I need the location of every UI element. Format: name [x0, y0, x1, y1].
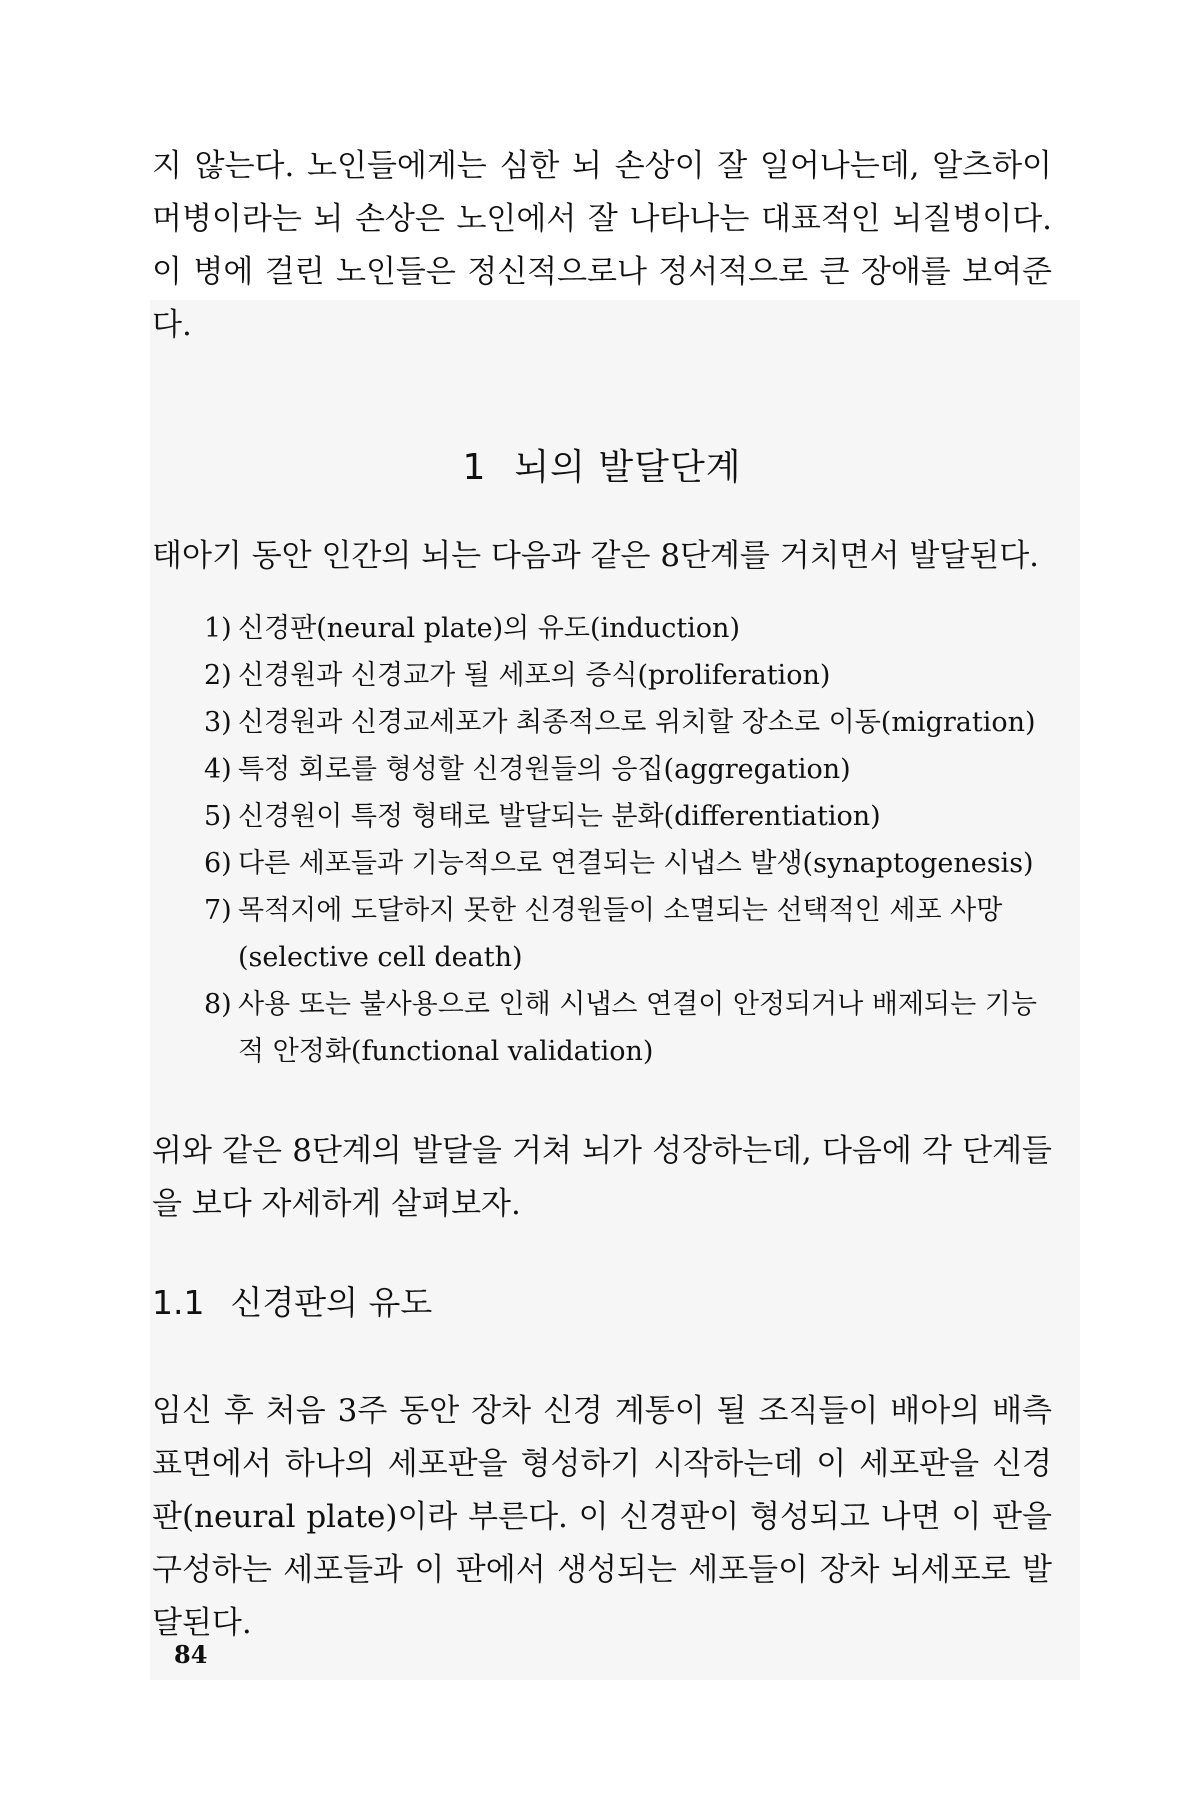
- page-number: 84: [174, 1640, 208, 1669]
- section-title: 뇌의 발달단계: [514, 447, 742, 488]
- stage-text: 신경원이 특정 형태로 발달되는 분화(differentiation): [238, 801, 881, 832]
- section-heading: [152, 352, 1052, 492]
- stage-number: 7): [204, 895, 232, 926]
- stage-number: 3): [204, 707, 232, 738]
- stage-number: 2): [204, 660, 232, 691]
- subsection-number: 1.1: [152, 1283, 205, 1322]
- stage-text: 특정 회로를 형성할 신경원들의 응집(aggregation): [238, 754, 851, 785]
- stage-text: 신경판(neural plate)의 유도(induction): [238, 613, 740, 644]
- after-list-paragraph: 위와 같은 8단계의 발달을 거쳐 뇌가 성장하는데, 다음에 각 단계들을 보다 자세하게 살펴보자.: [152, 1133, 1052, 1222]
- stage-item: [204, 981, 1052, 1075]
- subsection-body: 임신 후 처음 3주 동안 장차 신경 계통이 될 조직들이 배아의 배측 표면에서 하나의 세포판을 형성하기 시작하는데 이 세포판을 신경판(neural plate)이라 부른다. 이 신경판이 형성되고 나면 이 판을 구성하는 세포들과 이 판에서 생성되는 세포들이 장차 뇌세포로 발달된다.: [152, 1393, 1052, 1641]
- stage-text: 사용 또는 불사용으로 인해 시냅스 연결이 안정되거나 배제되는 기능적 안정화(functional validation): [238, 989, 1037, 1067]
- subsection-heading: [152, 1279, 1052, 1327]
- stage-item: [204, 605, 1052, 652]
- stage-text: 신경원과 신경교세포가 최종적으로 위치할 장소로 이동(migration): [238, 707, 1036, 738]
- subsection-title: 신경판의 유도: [230, 1283, 433, 1322]
- stage-item: [204, 746, 1052, 793]
- stage-number: 5): [204, 801, 232, 832]
- stage-text: 신경원과 신경교가 될 세포의 증식(proliferation): [238, 660, 831, 691]
- opening-paragraph: 지 않는다. 노인들에게는 심한 뇌 손상이 잘 일어나는데, 알츠하이머병이라는 뇌 손상은 노인에서 잘 나타나는 대표적인 뇌질병이다. 이 병에 걸린 노인들은 정신적으로나 정서적으로 큰 장애를 보여준다.: [152, 148, 1052, 343]
- stage-number: 6): [204, 848, 232, 879]
- stage-text: 목적지에 도달하지 못한 신경원들이 소멸되는 선택적인 세포 사망(selective cell death): [238, 895, 1003, 973]
- section-number: 1: [462, 447, 487, 488]
- stage-item: [204, 652, 1052, 699]
- stage-item: [204, 887, 1052, 981]
- stage-list: [152, 605, 1052, 1075]
- stage-item: [204, 840, 1052, 887]
- stage-text: 다른 세포들과 기능적으로 연결되는 시냅스 발생(synaptogenesis): [238, 848, 1034, 879]
- stage-item: [204, 793, 1052, 840]
- section-intro: 태아기 동안 인간의 뇌는 다음과 같은 8단계를 거치면서 발달된다.: [152, 538, 1040, 574]
- stage-number: 4): [204, 754, 232, 785]
- stage-number: 1): [204, 613, 232, 644]
- stage-number: 8): [204, 989, 232, 1020]
- page-content: [152, 140, 1052, 1650]
- stage-item: [204, 699, 1052, 746]
